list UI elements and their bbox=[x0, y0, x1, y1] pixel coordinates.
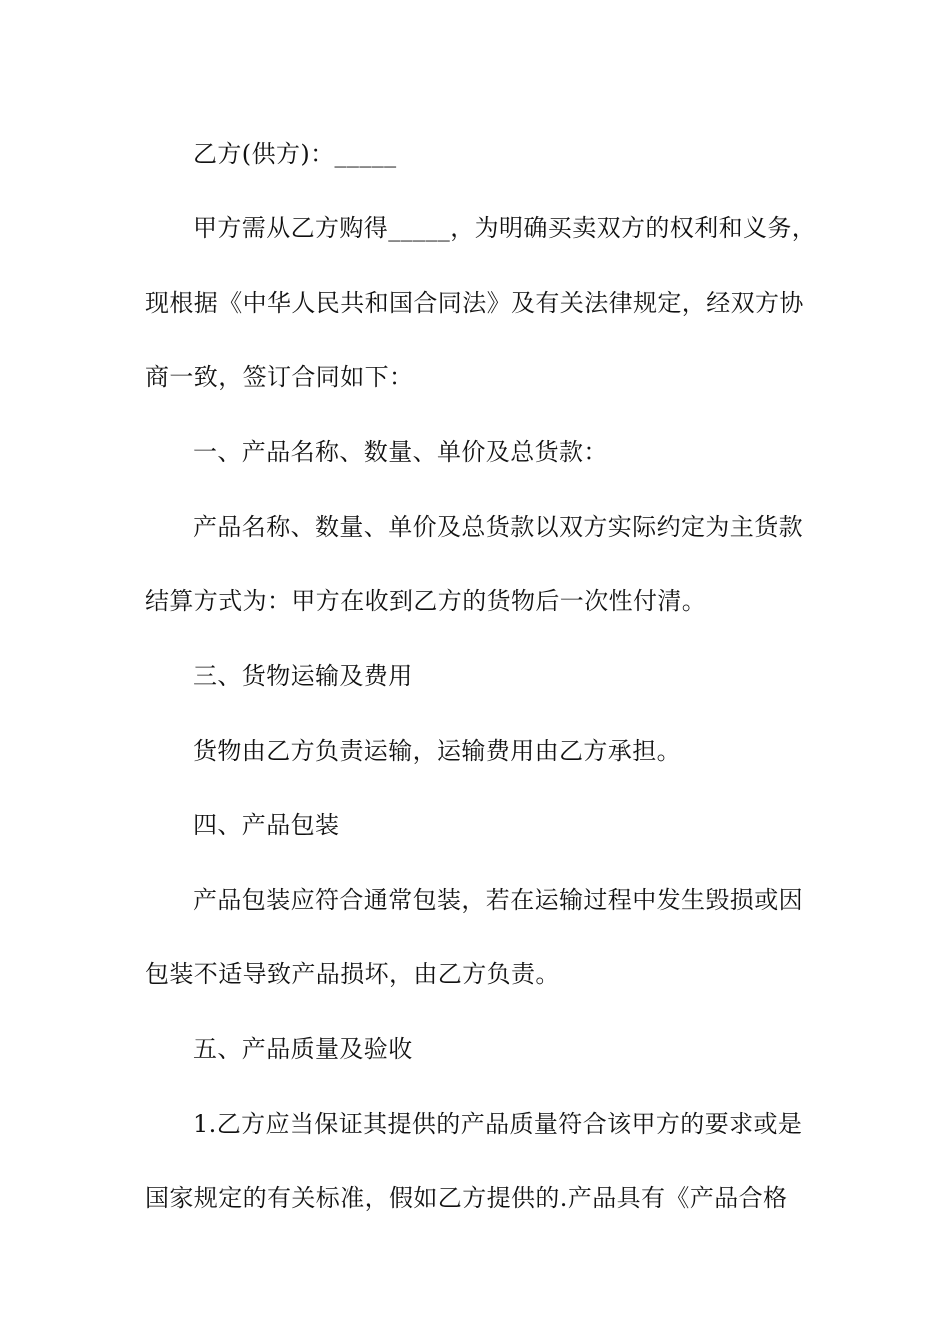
section-3-heading: 三、货物运输及费用 bbox=[193, 662, 413, 690]
section-5-item-1-line-1: 1.乙方应当保证其提供的产品质量符合该甲方的要求或是 bbox=[193, 1110, 803, 1138]
section-1-paragraph-line-2: 结算方式为：甲方在收到乙方的货物后一次性付清。 bbox=[145, 587, 707, 615]
section-4-paragraph-line-1: 产品包装应符合通常包装，若在运输过程中发生毁损或因 bbox=[193, 886, 803, 914]
supplier-party-line: 乙方(供方)：_____ bbox=[193, 140, 397, 168]
section-4-paragraph-line-2: 包装不适导致产品损坏，由乙方负责。 bbox=[145, 960, 560, 988]
section-1-paragraph-line-1: 产品名称、数量、单价及总货款以双方实际约定为主货款 bbox=[193, 513, 803, 541]
section-5-heading: 五、产品质量及验收 bbox=[193, 1035, 413, 1063]
section-5-item-1-line-2: 国家规定的有关标准，假如乙方提供的.产品具有《产品合格 bbox=[145, 1184, 788, 1212]
section-3-paragraph: 货物由乙方负责运输，运输费用由乙方承担。 bbox=[193, 737, 681, 765]
section-4-heading: 四、产品包装 bbox=[193, 811, 340, 839]
intro-paragraph-line-3: 商一致，签订合同如下： bbox=[145, 363, 414, 391]
intro-paragraph-line-1: 甲方需从乙方购得_____，为明确买卖双方的权利和义务， bbox=[193, 214, 817, 242]
section-1-heading: 一、产品名称、数量、单价及总货款： bbox=[193, 438, 608, 466]
intro-paragraph-line-2: 现根据《中华人民共和国合同法》及有关法律规定，经双方协 bbox=[145, 289, 804, 317]
